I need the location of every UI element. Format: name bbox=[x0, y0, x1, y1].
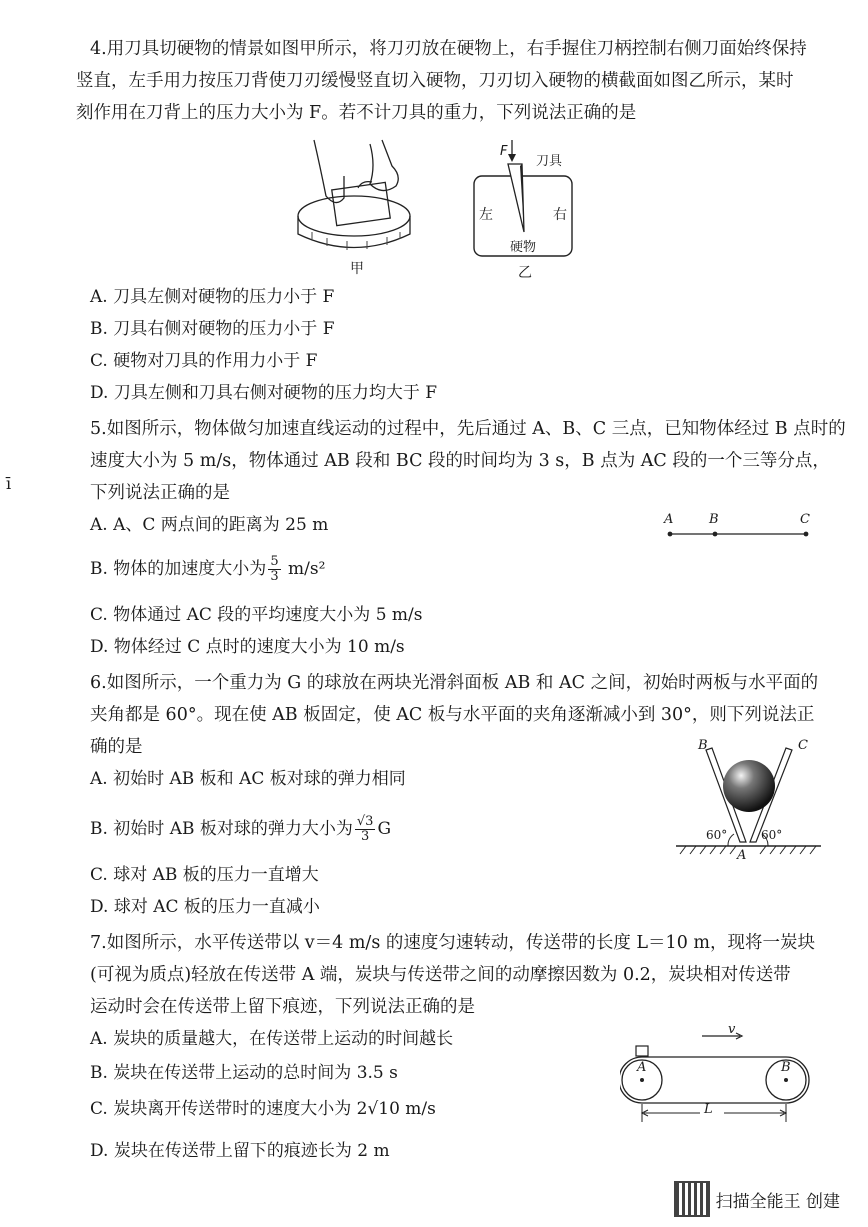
q7-label-v: v bbox=[728, 1022, 736, 1037]
q5-option-b-numerator: 5 bbox=[270, 554, 279, 569]
q5-point-b: B bbox=[709, 512, 719, 527]
q7-label-l: L bbox=[704, 1102, 713, 1117]
q6-option-c: C. 球对 AB 板的压力一直增大 bbox=[90, 865, 319, 885]
q4-fig-yi-F: F bbox=[500, 144, 508, 159]
q7-stem-line1: 7.如图所示，水平传送带以 v＝4 m/s 的速度匀速转动，传送带的长度 L＝10 m，现将一炭块 bbox=[90, 933, 815, 953]
q4-option-c: C. 硬物对刀具的作用力小于 F bbox=[90, 351, 318, 371]
qr-code-icon bbox=[674, 1181, 710, 1217]
q7-option-d: D. 炭块在传送带上留下的痕迹长为 2 m bbox=[90, 1141, 390, 1161]
q5-option-d: D. 物体经过 C 点时的速度大小为 10 m/s bbox=[90, 637, 405, 657]
q5-option-b-fraction bbox=[268, 555, 280, 584]
q6-stem-line1: 6.如图所示，一个重力为 G 的球放在两块光滑斜面板 AB 和 AC 之间，初始时两板与水平面的 bbox=[90, 673, 819, 693]
q4-fig-jia-label: 甲 bbox=[350, 261, 364, 277]
q5-option-b-prefix: B. 物体的加速度大小为 bbox=[90, 559, 267, 579]
q6-ball-diagram bbox=[676, 738, 826, 868]
q4-stem-line2: 竖直，左手用力按压刀背使刀刃缓慢竖直切入硬物，刀刃切入硬物的横截面如图乙所示，某时 bbox=[76, 71, 794, 91]
q7-option-c: C. 炭块离开传送带时的速度大小为 2√10 m/s bbox=[90, 1099, 436, 1119]
q7-label-a: A bbox=[637, 1060, 647, 1075]
q5-stem-line2: 速度大小为 5 m/s，物体通过 AB 段和 BC 段的时间均为 3 s，B 点为 AC 段的一个三等分点， bbox=[90, 451, 830, 471]
q6-option-a: A. 初始时 AB 板和 AC 板对球的弹力相同 bbox=[90, 769, 406, 789]
q6-stem-line2: 夹角都是 60°。现在使 AB 板固定，使 AC 板与水平面的夹角逐渐减小到 30°，则下列说法正 bbox=[90, 705, 815, 725]
q6-label-b: B bbox=[698, 738, 708, 753]
q5-option-b-suffix: m/s² bbox=[282, 559, 326, 579]
q5-stem-line3: 下列说法正确的是 bbox=[90, 483, 230, 503]
q5-point-c: C bbox=[800, 512, 810, 527]
q4-option-a: A. 刀具左侧对硬物的压力小于 F bbox=[90, 287, 335, 307]
q6-angle-left: 60° bbox=[706, 828, 728, 842]
q5-option-c: C. 物体通过 AC 段的平均速度大小为 5 m/s bbox=[90, 605, 423, 625]
q6-option-b bbox=[90, 812, 391, 846]
q4-figure-jia bbox=[292, 136, 422, 276]
q6-option-b-fraction bbox=[355, 815, 376, 844]
q4-fig-yi-left: 左 bbox=[479, 207, 493, 223]
scanner-watermark-text: 扫描全能王 创建 bbox=[715, 1191, 840, 1212]
q7-option-b: B. 炭块在传送带上运动的总时间为 3.5 s bbox=[90, 1063, 398, 1083]
q7-label-b: B bbox=[781, 1060, 791, 1075]
scanner-watermark bbox=[674, 1181, 840, 1217]
q5-line-diagram bbox=[660, 512, 820, 542]
q4-fig-yi-right: 右 bbox=[553, 207, 567, 223]
q6-stem-line3: 确的是 bbox=[90, 737, 143, 757]
q6-angle-right: 60° bbox=[761, 828, 783, 842]
q7-conveyor-diagram bbox=[620, 1026, 820, 1126]
q7-option-a: A. 炭块的质量越大，在传送带上运动的时间越长 bbox=[90, 1029, 454, 1049]
q4-option-d: D. 刀具左侧和刀具右侧对硬物的压力均大于 F bbox=[90, 383, 438, 403]
q6-option-b-prefix: B. 初始时 AB 板对球的弹力大小为 bbox=[90, 819, 353, 839]
q4-fig-yi-label: 乙 bbox=[518, 265, 532, 281]
q4-fig-yi-tool: 刀具 bbox=[536, 154, 563, 169]
q6-label-a: A bbox=[737, 848, 747, 863]
q5-option-a: A. A、C 两点间的距离为 25 m bbox=[90, 515, 329, 535]
q6-option-b-numerator: √3 bbox=[356, 814, 374, 829]
q4-fig-yi-obj: 硬物 bbox=[510, 240, 537, 255]
q6-option-d: D. 球对 AC 板的压力一直减小 bbox=[90, 897, 320, 917]
q6-option-b-suffix: G bbox=[377, 819, 392, 839]
margin-mark: ī bbox=[6, 474, 12, 493]
q5-point-a: A bbox=[664, 512, 674, 527]
q7-stem-line3: 运动时会在传送带上留下痕迹，下列说法正确的是 bbox=[90, 997, 475, 1017]
q5-option-b bbox=[90, 552, 325, 586]
q4-option-b: B. 刀具右侧对硬物的压力小于 F bbox=[90, 319, 335, 339]
q6-label-c: C bbox=[798, 738, 808, 753]
q7-stem-line2: (可视为质点)轻放在传送带 A 端，炭块与传送带之间的动摩擦因数为 0.2，炭块相对传送带 bbox=[90, 965, 791, 985]
q5-option-b-denominator: 3 bbox=[270, 569, 279, 584]
q4-stem-line1: 4.用刀具切硬物的情景如图甲所示，将刀刃放在硬物上，右手握住刀柄控制右侧刀面始终保持 bbox=[90, 39, 807, 59]
q6-option-b-denominator: 3 bbox=[361, 829, 370, 844]
q4-stem-line3: 刻作用在刀背上的压力大小为 F。若不计刀具的重力，下列说法正确的是 bbox=[76, 103, 637, 123]
q5-stem-line1: 5.如图所示，物体做匀加速直线运动的过程中，先后通过 A、B、C 三点，已知物体经过 B 点时的 bbox=[90, 419, 846, 439]
